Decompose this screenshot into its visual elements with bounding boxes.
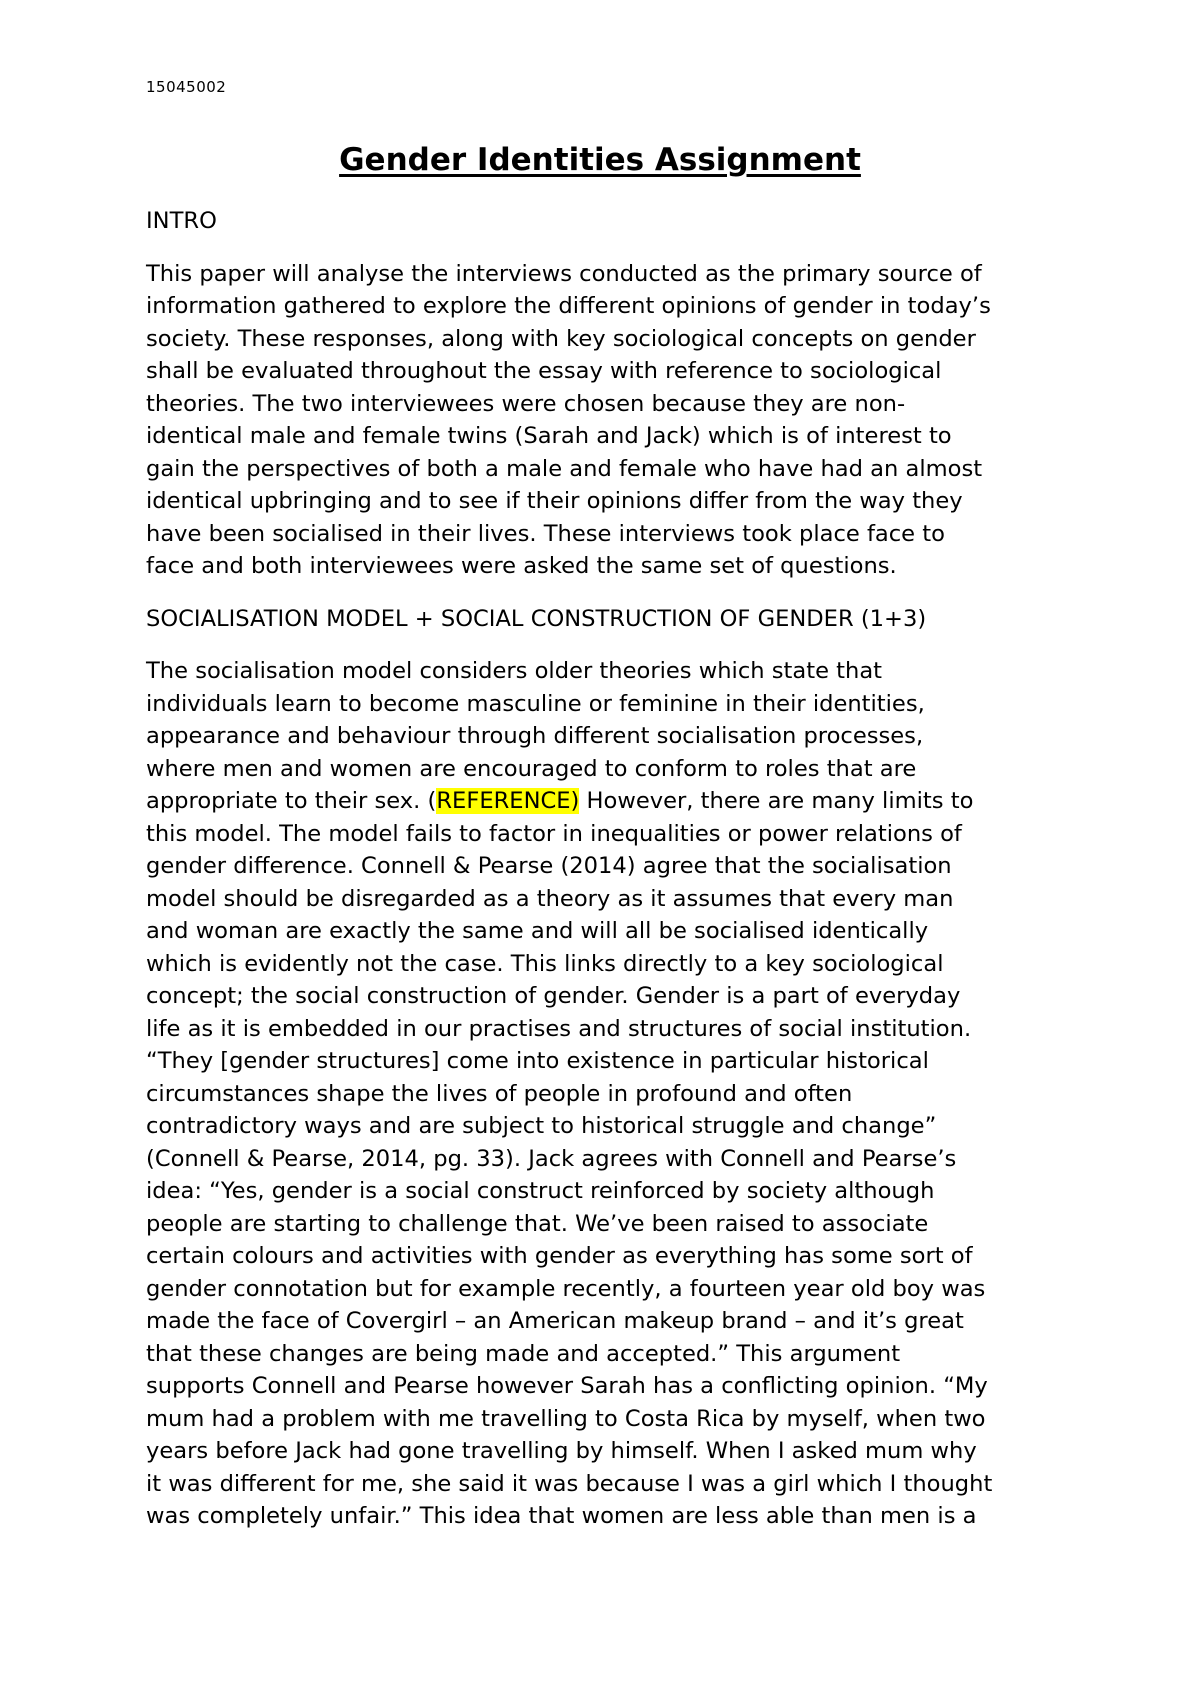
paragraph-line: theories. The two interviewees were chosen because they are non- bbox=[146, 390, 906, 417]
paragraph-line: idea: “Yes, gender is a social construct reinforced by society although bbox=[146, 1178, 935, 1204]
paragraph-line: was completely unfair.” This idea that women are less able than men is a bbox=[146, 1503, 977, 1529]
document-body bbox=[146, 205, 1076, 1533]
paragraph-line: individuals learn to become masculine or feminine in their identities, bbox=[146, 690, 925, 717]
paragraph-line: (Connell & Pearse, 2014, pg. 33). Jack agrees with Connell and Pearse’s bbox=[146, 1145, 957, 1172]
paragraph-line: have been socialised in their lives. These interviews took place face to bbox=[146, 520, 945, 547]
section-heading-socialisation: SOCIALISATION MODEL + SOCIAL CONSTRUCTION OF GENDER (1+3) bbox=[146, 605, 927, 632]
paragraph-line: gain the perspectives of both a male and female who have had an almost bbox=[146, 455, 983, 482]
page-title: Gender Identities Assignment bbox=[339, 142, 861, 178]
paragraph-line: it was different for me, she said it was because I was a girl which I thought bbox=[146, 1470, 993, 1497]
paragraph-line: gender difference. Connell & Pearse (2014) agree that the socialisation bbox=[146, 853, 952, 879]
paragraph-line: gender connotation but for example recently, a fourteen year old boy was bbox=[146, 1275, 986, 1302]
paragraph-line: life as it is embedded in our practises and structures of social institution. bbox=[146, 1015, 972, 1042]
reference-highlight: REFERENCE) bbox=[436, 788, 580, 814]
paragraph-line: face and both interviewees were asked the same set of questions. bbox=[146, 553, 897, 579]
paragraph-line: society. These responses, along with key sociological concepts on gender bbox=[146, 325, 976, 352]
paragraph-line: model should be disregarded as a theory as it assumes that every man bbox=[146, 885, 954, 912]
line-text-after-highlight: However, there are many limits to bbox=[579, 788, 974, 814]
paragraph-line: The socialisation model considers older theories which state that bbox=[146, 658, 883, 684]
paragraph-line: certain colours and activities with gender as everything has some sort of bbox=[146, 1243, 973, 1269]
paragraph-line: mum had a problem with me travelling to Costa Rica by myself, when two bbox=[146, 1405, 986, 1432]
paragraph-line: where men and women are encouraged to conform to roles that are bbox=[146, 755, 917, 782]
paragraph-line: “They [gender structures] come into existence in particular historical bbox=[146, 1048, 929, 1074]
paragraph-line: which is evidently not the case. This links directly to a key sociological bbox=[146, 950, 944, 977]
paragraph-line: this model. The model fails to factor in inequalities or power relations of bbox=[146, 820, 962, 847]
paragraph-line: shall be evaluated throughout the essay with reference to sociological bbox=[146, 358, 942, 384]
paragraph-line: concept; the social construction of gender. Gender is a part of everyday bbox=[146, 983, 961, 1009]
student-id: 15045002 bbox=[146, 78, 227, 96]
paragraph-line: made the face of Covergirl – an American makeup brand – and it’s great bbox=[146, 1308, 964, 1334]
paragraph-line: supports Connell and Pearse however Sarah has a conflicting opinion. “My bbox=[146, 1373, 988, 1399]
paragraph-line: identical male and female twins (Sarah and Jack) which is of interest to bbox=[146, 423, 952, 449]
paragraph-line: that these changes are being made and accepted.” This argument bbox=[146, 1340, 901, 1367]
intro-paragraph bbox=[146, 258, 1076, 583]
socialisation-paragraph bbox=[146, 655, 1076, 1533]
paragraph-line: This paper will analyse the interviews conducted as the primary source of bbox=[146, 260, 982, 287]
paragraph-line: and woman are exactly the same and will all be socialised identically bbox=[146, 918, 929, 944]
paragraph-line: years before Jack had gone travelling by himself. When I asked mum why bbox=[146, 1438, 977, 1464]
paragraph-line: identical upbringing and to see if their opinions differ from the way they bbox=[146, 488, 963, 514]
line-text-before-highlight: appropriate to their sex. ( bbox=[146, 788, 437, 814]
paragraph-line: people are starting to challenge that. We’ve been raised to associate bbox=[146, 1210, 929, 1237]
section-heading-intro: INTRO bbox=[146, 208, 217, 234]
paragraph-line: circumstances shape the lives of people in profound and often bbox=[146, 1080, 853, 1107]
paragraph-line: information gathered to explore the different opinions of gender in today’s bbox=[146, 293, 991, 319]
paragraph-line-with-highlight bbox=[146, 785, 1076, 818]
paragraph-line: contradictory ways and are subject to historical struggle and change” bbox=[146, 1113, 937, 1139]
paragraph-line: appearance and behaviour through different socialisation processes, bbox=[146, 723, 924, 749]
